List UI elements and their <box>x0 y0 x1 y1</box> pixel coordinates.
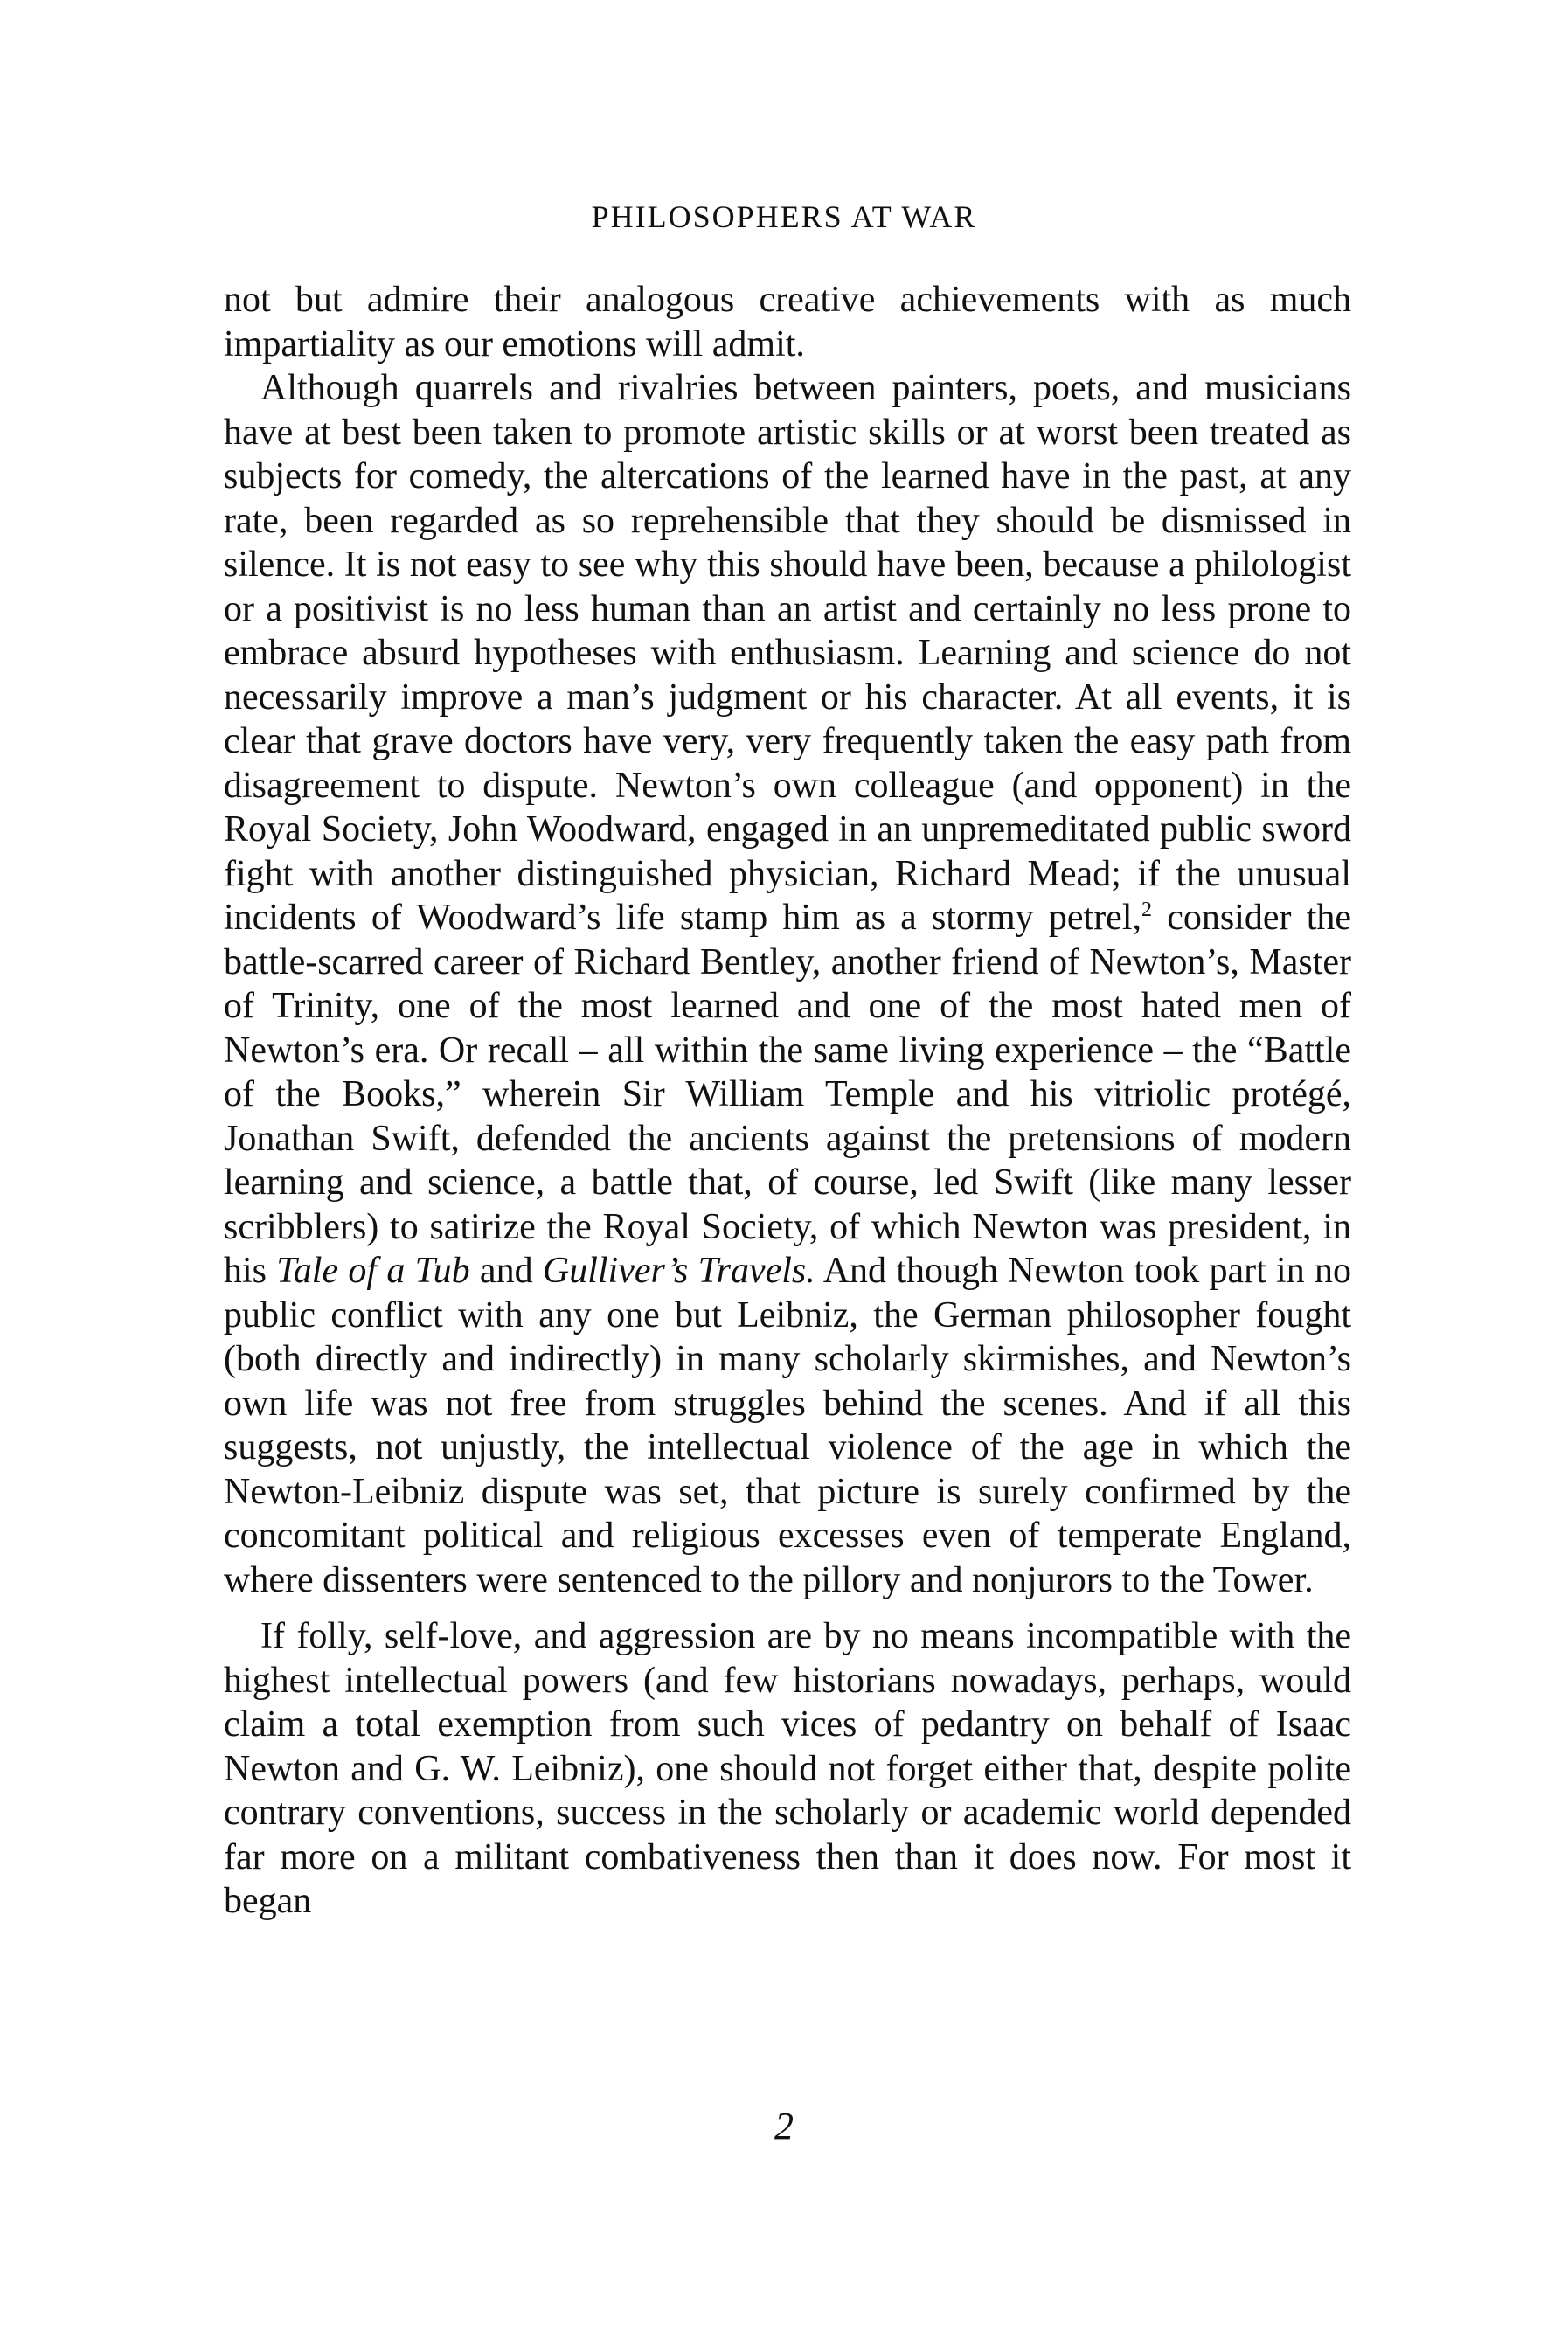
book-title-gullivers-travels: Gulliver’s Travels. <box>542 1251 815 1291</box>
book-title-tale-of-a-tub: Tale of a Tub <box>276 1251 470 1291</box>
paragraph-2-part-1: Although quarrels and rivalries between painters, poets, and musicians have at best been taken to promote artistic skills or at worst been treated as subjects for comedy, the altercations of the learned have in the past, at any rate, been regarded as so reprehensible that they should be dismissed in silence. It is not easy to see why this should have been, because a philologist or a positivist is no less human than an artist and certainly no less prone to embrace absurd hypotheses with enthusiasm. Learning and science do not necessarily improve a man’s judgment or his character. At all events, it is clear that grave doctors have very, very frequently taken the easy path from disagreement to dispute. Newton’s own colleague (and opponent) in the Royal Society, John Woodward, engaged in an unpremeditated public sword fight with another distinguished physician, Richard Mead; if the unusual incidents of Woodward’s life stamp him as a stormy petrel, <box>224 368 1351 938</box>
footnote-reference: 2 <box>1141 898 1152 921</box>
page-number: 2 <box>774 2105 794 2147</box>
paragraph-1: not but admire their analogous creative achievements with as much impartiality as our emotions will admit. <box>224 280 1351 364</box>
paragraph-3: If folly, self-love, and aggression are by no means incompatible with the highest intellectual powers (and few historians nowadays, perhaps, would claim a total exemption from such vices of pedantry on behalf of Isaac Newton and G. W. Leibniz), one should not forget either that, despite polite contrary conventions, success in the scholarly or academic world depended far more on a militant combativeness then than it does now. For most it began <box>224 1616 1351 1921</box>
paragraph-2 <box>224 366 1351 1602</box>
paragraph-2-conjunction: and <box>469 1251 543 1291</box>
paragraph-2-part-2: consider the battle-scarred career of Richard Bentley, another friend of Newton’s, Master of Trinity, one of the most learned and one of the most hated men of Newton’s era. Or recall – all within the same living experience – the “Battle of the Books,” wherein Sir William Temple and his vitriolic protégé, Jonathan Swift, defended the ancients against the pretensions of modern learning and science, a battle that, of course, led Swift (like many lesser scribblers) to satirize the Royal Society, of which Newton was president, in his <box>224 898 1352 1291</box>
body-text <box>224 278 1351 1924</box>
paragraph-2-part-3: And though Newton took part in no public conflict with any one but Leibniz, the German philosopher fought (both directly and indirectly) in many scholarly skirmishes, and Newton’s own life was not free from struggles behind the scenes. And if all this suggests, not unjustly, the intellectual violence of the age in which the Newton-Leibniz dispute was set, that picture is surely confirmed by the concomitant political and religious excesses even of temperate England, where dissenters were sentenced to the pillory and nonjurors to the Tower. <box>224 1251 1351 1600</box>
running-head: PHILOSOPHERS AT WAR <box>591 199 977 234</box>
